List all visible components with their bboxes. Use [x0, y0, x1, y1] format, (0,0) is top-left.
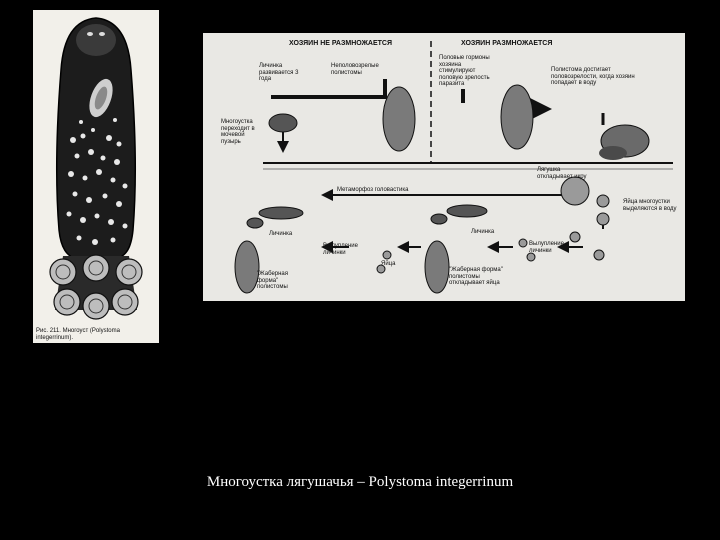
slide-caption: Многоустка лягушачья – Polystoma integerrinum — [206, 474, 514, 490]
label-eggs: Яйца — [381, 261, 396, 267]
label-hormones: Половые гормоны хозяина стимулируют половую зрелость паразита — [439, 55, 490, 87]
polystoma-body-drawing — [33, 10, 159, 343]
label-polystome-reaches: Полистома достигает половозрелости, когда хозяин попадает в воду — [551, 67, 635, 86]
left-figure-caption-line1: Рис. 211. Многоуст (Polystoma — [36, 328, 120, 334]
label-gill-form-mid: "Жаберная форма" полистомы откладывает яйца — [449, 267, 503, 286]
label-hatching-right: Вылупление личинки — [529, 241, 564, 254]
header-host-not-breeding: ХОЗЯИН НЕ РАЗМНОЖАЕТСЯ — [289, 40, 393, 47]
label-immature: Неполовозрелые полистомы — [331, 63, 379, 76]
label-frog-laying: Лягушка откладывает икру — [537, 167, 587, 180]
header-host-breeding: ХОЗЯИН РАЗМНОЖАЕТСЯ — [461, 40, 553, 47]
label-gill-form-left: "Жаберная форма" полистомы — [257, 271, 289, 290]
label-larva-mid: Личинка — [471, 229, 495, 235]
polystoma-specimen-figure — [33, 10, 159, 343]
frog-small-icon — [269, 114, 297, 132]
label-eggs-released: Яйца многоустки выделяются в воду — [623, 199, 677, 212]
left-figure-caption-line2: integerrinum). — [36, 335, 74, 341]
label-hatching-left: Вылупление личинки — [323, 243, 358, 256]
label-larva-develops: Личинка развивается 3 года — [259, 63, 299, 82]
label-metamorphosis: Метаморфоз головастика — [337, 187, 409, 193]
left-figure-caption — [36, 328, 156, 342]
label-larva-left: Личинка — [269, 231, 293, 237]
life-cycle-diagram — [203, 33, 685, 301]
label-polystome-moves: Многоустка переходит в мочевой пузырь — [221, 119, 255, 145]
